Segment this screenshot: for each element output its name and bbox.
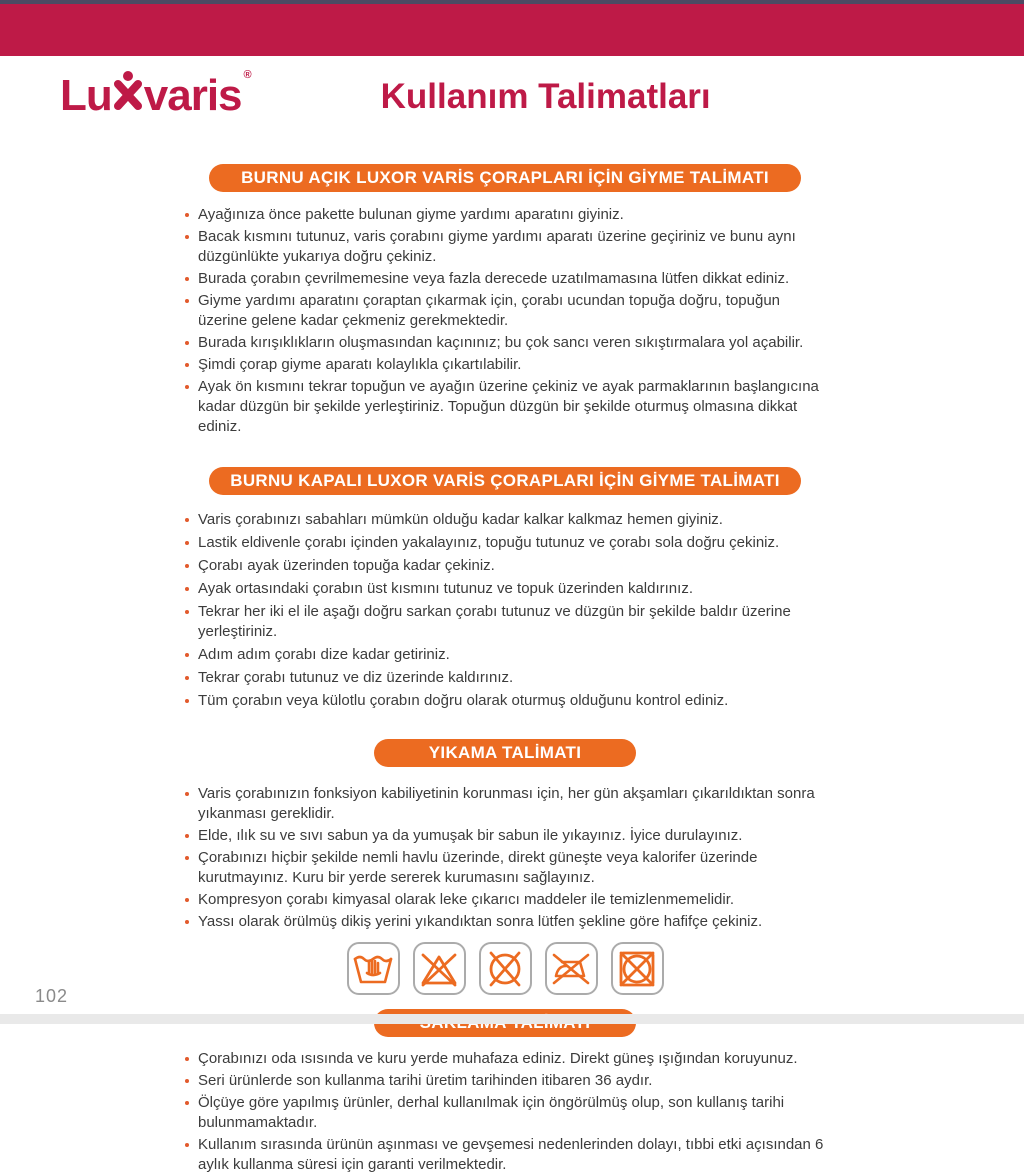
bullet-icon bbox=[185, 676, 189, 680]
do-not-tumble-dry-icon bbox=[611, 942, 664, 995]
luxvaris-logo bbox=[60, 68, 251, 120]
list-item bbox=[185, 784, 825, 824]
bottom-strip bbox=[0, 1014, 1024, 1024]
bullet-icon bbox=[185, 363, 189, 367]
section-giyme-burnu-acik bbox=[185, 164, 825, 437]
list-item bbox=[185, 269, 825, 289]
bullet-icon bbox=[185, 541, 189, 545]
list-item bbox=[185, 645, 825, 665]
list-item-text: Tekrar her iki el ile aşağı doğru sarkan çorabı tutunuz ve düzgün bir şekilde baldır üzerine yerleştiriniz. bbox=[198, 603, 791, 640]
list-item bbox=[185, 826, 825, 846]
list-item bbox=[185, 1093, 825, 1133]
bullet-icon bbox=[185, 518, 189, 522]
list-item-text: Seri ürünlerde son kullanma tarihi üretim tarihinden itibaren 36 aydır. bbox=[198, 1072, 653, 1089]
list-item bbox=[185, 668, 825, 688]
list-item-text: Tekrar çorabı tutunuz ve diz üzerinde kaldırınız. bbox=[198, 669, 514, 686]
list-item bbox=[185, 227, 825, 267]
list-item bbox=[185, 377, 825, 437]
list-item bbox=[185, 890, 825, 910]
list-item-text: Çorabınızı hiçbir şekilde nemli havlu üzerinde, direkt güneşte veya kalorifer üzerinde kurutmayınız. Kuru bir yerde sererek kurumasını sağlayınız. bbox=[198, 849, 758, 886]
section-header-pill: BURNU AÇIK LUXOR VARİS ÇORAPLARI İÇİN GİYME TALİMATI bbox=[209, 164, 801, 192]
bullet-list bbox=[185, 784, 825, 932]
list-item-text: Çorabı ayak üzerinden topuğa kadar çekiniz. bbox=[198, 557, 495, 574]
list-item-text: Burada çorabın çevrilmemesine veya fazla derecede uzatılmamasına lütfen dikkat ediniz. bbox=[198, 270, 790, 287]
bullet-icon bbox=[185, 920, 189, 924]
list-item-text: Burada kırışıklıkların oluşmasından kaçınınız; bu çok sancı veren sıkıştırmalara yol açabilir. bbox=[198, 334, 804, 351]
list-item bbox=[185, 556, 825, 576]
logo-text-left: Lu bbox=[60, 70, 112, 120]
page-title: Kullanım Talimatları bbox=[380, 77, 711, 116]
page-header bbox=[0, 56, 1024, 120]
section-saklama bbox=[185, 1009, 825, 1175]
bullet-icon bbox=[185, 385, 189, 389]
registered-mark: ® bbox=[243, 68, 251, 81]
list-item bbox=[185, 602, 825, 642]
list-item bbox=[185, 848, 825, 888]
list-item bbox=[185, 533, 825, 553]
list-item-text: Ayağınıza önce pakette bulunan giyme yardımı aparatını giyiniz. bbox=[198, 206, 624, 223]
list-item bbox=[185, 291, 825, 331]
bullet-icon bbox=[185, 610, 189, 614]
list-item-text: Lastik eldivenle çorabı içinden yakalayınız, topuğu tutunuz ve çorabı sola doğru çekiniz. bbox=[198, 534, 780, 551]
bullet-icon bbox=[185, 1079, 189, 1083]
section-header-pill: YIKAMA TALİMATI bbox=[374, 739, 636, 767]
do-not-dry-clean-icon bbox=[479, 942, 532, 995]
bullet-icon bbox=[185, 299, 189, 303]
list-item bbox=[185, 1135, 825, 1175]
bullet-list bbox=[185, 1049, 825, 1175]
bullet-icon bbox=[185, 277, 189, 281]
list-item-text: Varis çorabınızı sabahları mümkün olduğu kadar kalkar kalkmaz hemen giyiniz. bbox=[198, 511, 723, 528]
list-item-text: Bacak kısmını tutunuz, varis çorabını giyme yardımı aparatı üzerine geçiriniz ve bunu aynı düzgünlükte yukarıya doğru çekiniz. bbox=[198, 228, 796, 265]
bullet-icon bbox=[185, 834, 189, 838]
bullet-icon bbox=[185, 564, 189, 568]
logo-text-right: varis bbox=[143, 70, 242, 120]
bullet-icon bbox=[185, 1057, 189, 1061]
list-item bbox=[185, 912, 825, 932]
list-item-text: Ayak ortasındaki çorabın üst kısmını tutunuz ve topuk üzerinden kaldırınız. bbox=[198, 580, 693, 597]
logo-figure-x-icon bbox=[113, 70, 143, 114]
section-header-pill: BURNU KAPALI LUXOR VARİS ÇORAPLARI İÇİN GİYME TALİMATI bbox=[209, 467, 801, 495]
list-item bbox=[185, 691, 825, 711]
bullet-icon bbox=[185, 587, 189, 591]
list-item bbox=[185, 510, 825, 530]
bullet-icon bbox=[185, 213, 189, 217]
bullet-icon bbox=[185, 1143, 189, 1147]
section-yikama bbox=[185, 739, 825, 932]
list-item bbox=[185, 333, 825, 353]
section-giyme-burnu-kapali bbox=[185, 467, 825, 711]
list-item-text: Ölçüye göre yapılmış ürünler, derhal kullanılmak için öngörülmüş olup, son kullanış tarihi bulunmamaktadır. bbox=[198, 1094, 785, 1131]
bullet-icon bbox=[185, 235, 189, 239]
list-item-text: Kullanım sırasında ürünün aşınması ve gevşemesi nedenlerinden dolayı, tıbbi etki açısından 6 aylık kullanma süresi için garanti verilmektedir. bbox=[198, 1136, 824, 1173]
list-item bbox=[185, 1049, 825, 1069]
bullet-icon bbox=[185, 341, 189, 345]
list-item bbox=[185, 579, 825, 599]
list-item-text: Şimdi çorap giyme aparatı kolaylıkla çıkartılabilir. bbox=[198, 356, 522, 373]
bullet-icon bbox=[185, 792, 189, 796]
list-item-text: Kompresyon çorabı kimyasal olarak leke çıkarıcı maddeler ile temizlenmemelidir. bbox=[198, 891, 735, 908]
do-not-iron-icon bbox=[545, 942, 598, 995]
laundry-care-icons bbox=[185, 942, 825, 995]
bullet-icon bbox=[185, 1101, 189, 1105]
list-item-text: Giyme yardımı aparatını çoraptan çıkarmak için, çorabı ucundan topuğa doğru, topuğun üzerine gelene kadar çekmeniz gerekmektedir. bbox=[198, 292, 780, 329]
list-item bbox=[185, 355, 825, 375]
bullet-list bbox=[185, 205, 825, 437]
list-item-text: Elde, ılık su ve sıvı sabun ya da yumuşak bir sabun ile yıkayınız. İyice durulayınız. bbox=[198, 827, 743, 844]
bullet-icon bbox=[185, 699, 189, 703]
list-item-text: Çorabınızı oda ısısında ve kuru yerde muhafaza ediniz. Direkt güneş ışığından koruyunuz. bbox=[198, 1050, 798, 1067]
bullet-icon bbox=[185, 653, 189, 657]
list-item-text: Yassı olarak örülmüş dikiş yerini yıkandıktan sonra lütfen şekline göre hafifçe çekiniz. bbox=[198, 913, 763, 930]
hand-wash-icon bbox=[347, 942, 400, 995]
list-item bbox=[185, 1071, 825, 1091]
page-number: 102 bbox=[35, 986, 69, 1006]
list-item bbox=[185, 205, 825, 225]
bullet-icon bbox=[185, 856, 189, 860]
list-item-text: Tüm çorabın veya külotlu çorabın doğru olarak oturmuş olduğunu kontrol ediniz. bbox=[198, 692, 729, 709]
list-item-text: Ayak ön kısmını tekrar topuğun ve ayağın üzerine çekiniz ve ayak parmaklarının başlangıcına kadar düzgün bir şekilde yerleştiriniz. Topuğun düzgün bir şekilde oturmuş olmasına dikkat ediniz. bbox=[198, 378, 819, 435]
list-item-text: Varis çorabınızın fonksiyon kabiliyetinin korunması için, her gün akşamları çıkarıldıktan sonra yıkanması gereklidir. bbox=[198, 785, 815, 822]
bullet-list bbox=[185, 510, 825, 711]
list-item-text: Adım adım çorabı dize kadar getiriniz. bbox=[198, 646, 450, 663]
bullet-icon bbox=[185, 898, 189, 902]
brand-color-bar bbox=[0, 4, 1024, 56]
do-not-bleach-icon bbox=[413, 942, 466, 995]
